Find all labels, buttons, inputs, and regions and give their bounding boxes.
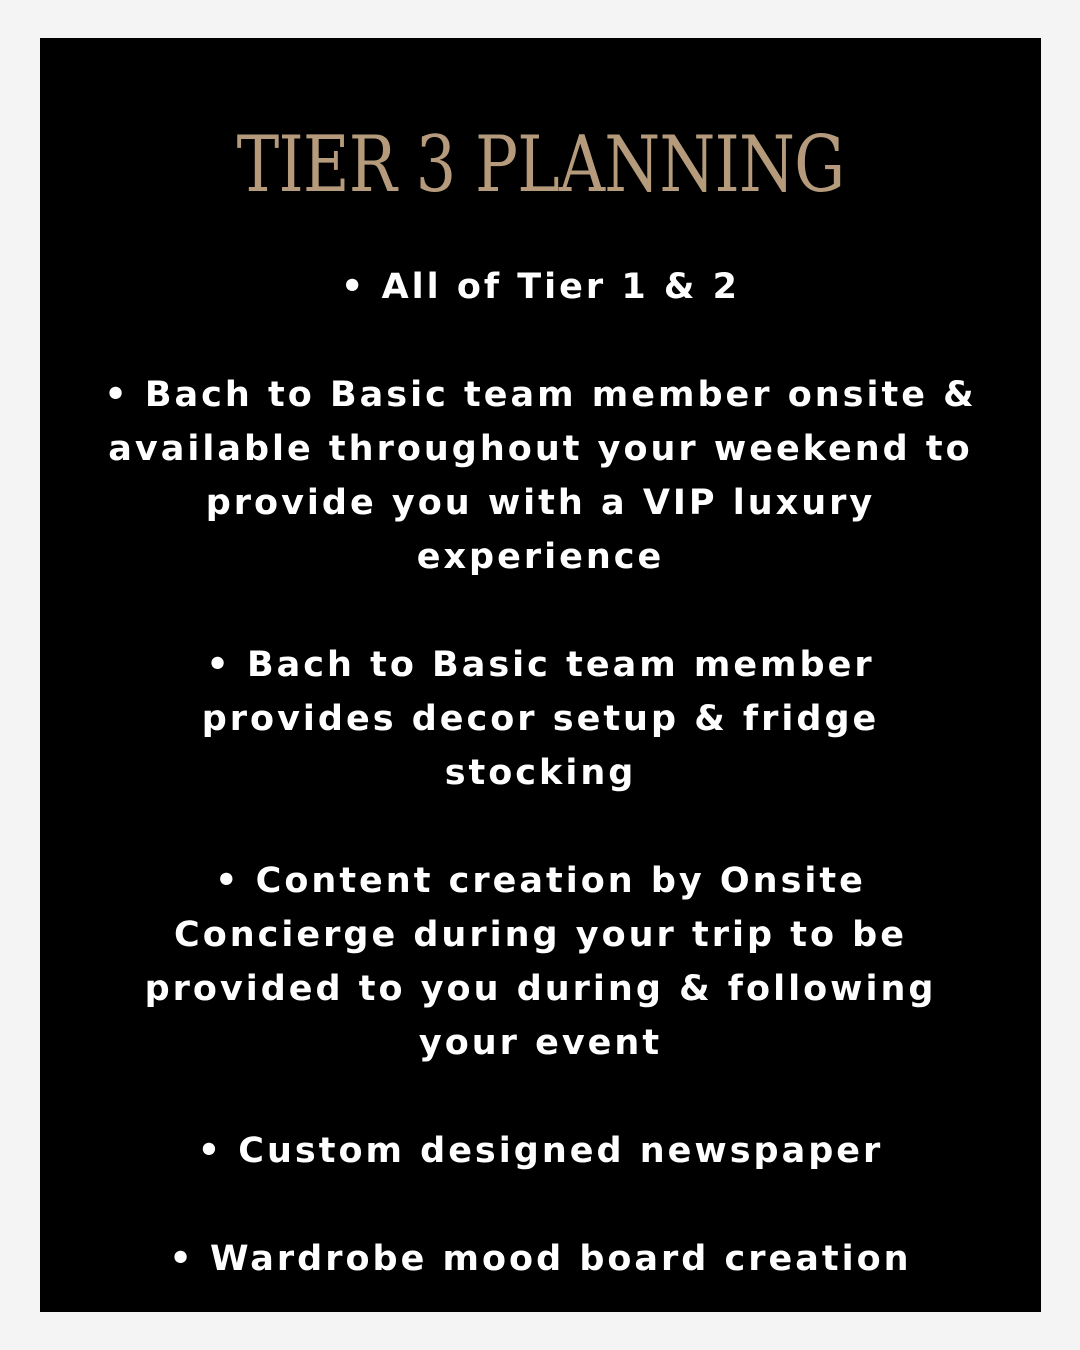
list-item: • Content creation by Onsite Concierge during your trip to be provided to you during & following your event (144, 861, 937, 1063)
list-item: • Custom designed newspaper (197, 1131, 884, 1171)
page-title: TIER 3 PLANNING (236, 120, 845, 210)
list-item: • Bach to Basic team member onsite & available throughout your weekend to provide you with a VIP luxury experience (104, 375, 977, 577)
list-item: • All of Tier 1 & 2 (341, 267, 740, 307)
feature-list (40, 260, 1041, 1286)
black-panel (40, 38, 1041, 1312)
list-item: • Wardrobe mood board creation (169, 1239, 912, 1279)
list-item: • Bach to Basic team member provides decor setup & fridge stocking (201, 645, 880, 793)
